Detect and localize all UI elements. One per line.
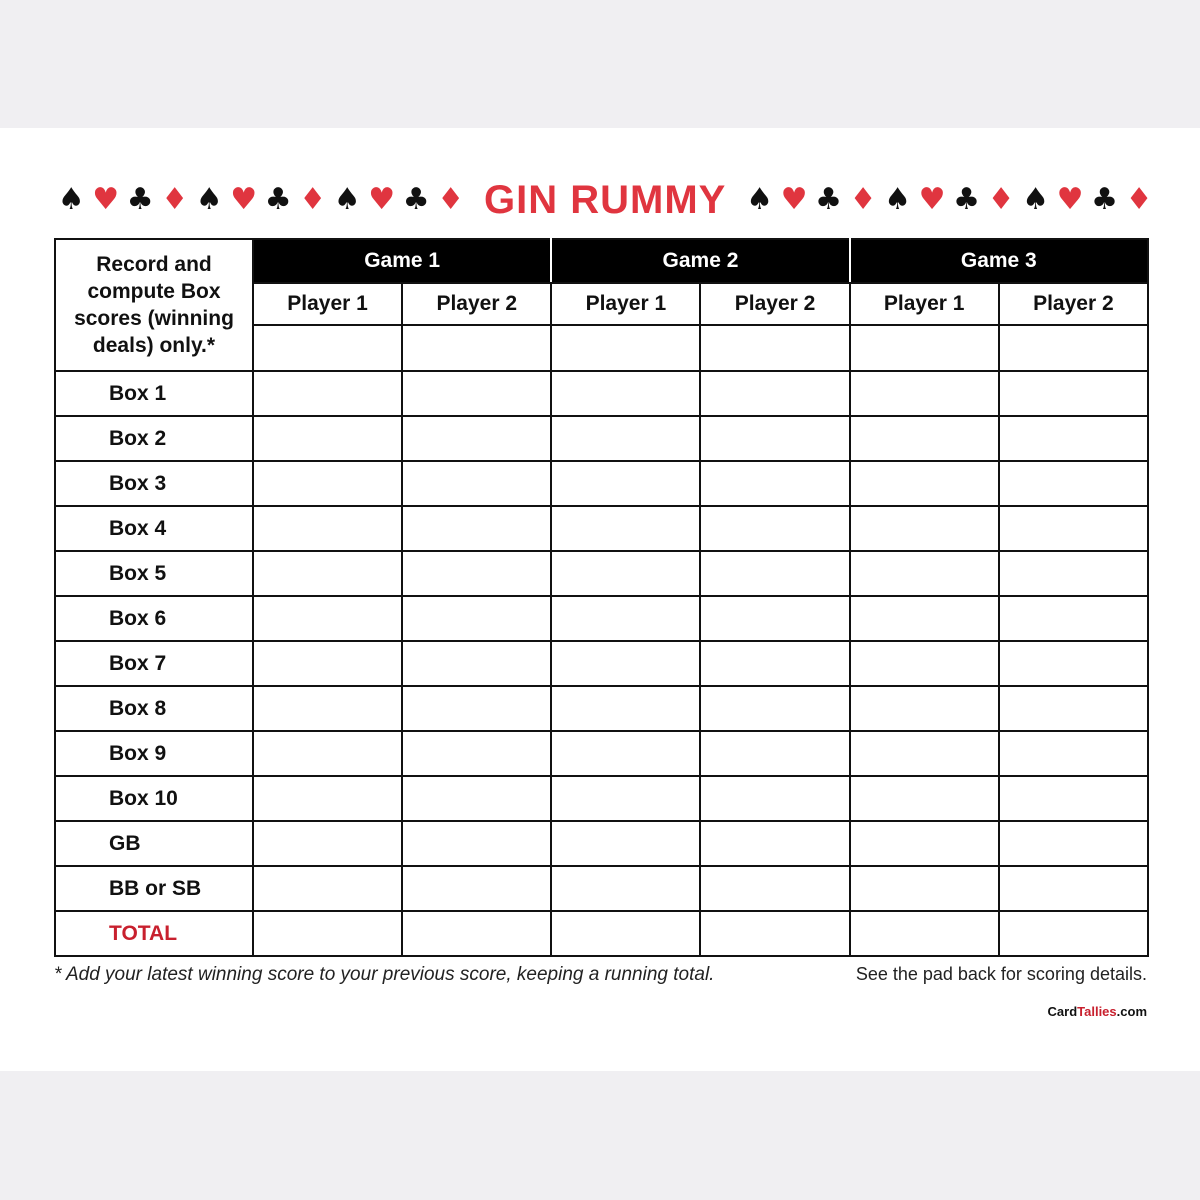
score-cell[interactable] <box>551 731 700 776</box>
diamond-icon: ♦ <box>299 182 327 217</box>
score-cell[interactable] <box>551 371 700 416</box>
brand-part-1: Card <box>1047 1004 1078 1019</box>
row-label: Box 5 <box>55 551 253 596</box>
score-cell[interactable] <box>253 416 402 461</box>
heart-icon: ♥ <box>230 182 258 217</box>
table-row <box>55 686 1148 731</box>
table-row <box>55 461 1148 506</box>
table-row <box>55 866 1148 911</box>
total-row <box>55 911 1148 956</box>
score-cell[interactable] <box>850 641 999 686</box>
score-cell[interactable] <box>700 731 849 776</box>
row-label: Box 10 <box>55 776 253 821</box>
score-cell[interactable] <box>253 641 402 686</box>
score-cell[interactable] <box>999 506 1148 551</box>
score-cell[interactable] <box>700 416 849 461</box>
score-cell[interactable] <box>253 551 402 596</box>
brand-part-2: Tallies <box>1077 1004 1117 1019</box>
score-cell[interactable] <box>999 731 1148 776</box>
score-cell[interactable] <box>850 821 999 866</box>
score-cell[interactable] <box>999 551 1148 596</box>
score-cell[interactable] <box>402 551 551 596</box>
score-cell[interactable] <box>999 416 1148 461</box>
spade-icon: ♠ <box>746 182 774 217</box>
score-cell[interactable] <box>402 506 551 551</box>
score-cell[interactable] <box>253 506 402 551</box>
score-cell[interactable] <box>700 596 849 641</box>
player-header: Player 1 <box>850 283 999 325</box>
diamond-icon: ♦ <box>161 182 189 217</box>
title-row <box>54 177 1153 222</box>
score-cell[interactable] <box>551 551 700 596</box>
heart-icon: ♥ <box>92 182 120 217</box>
suits-right-decoration <box>742 178 1156 222</box>
game-2-header: Game 2 <box>551 239 849 283</box>
score-cell[interactable] <box>253 461 402 506</box>
score-cell[interactable] <box>402 596 551 641</box>
score-cell[interactable] <box>850 866 999 911</box>
score-cell[interactable] <box>700 551 849 596</box>
row-label: BB or SB <box>55 866 253 911</box>
score-cell[interactable] <box>402 641 551 686</box>
player-header: Player 1 <box>253 283 402 325</box>
total-cell[interactable] <box>253 911 402 956</box>
score-cell[interactable] <box>253 776 402 821</box>
club-icon: ♣ <box>815 182 843 217</box>
club-icon: ♣ <box>126 182 154 217</box>
total-cell[interactable] <box>850 911 999 956</box>
club-icon: ♣ <box>402 182 430 217</box>
score-cell[interactable] <box>253 371 402 416</box>
score-cell[interactable] <box>700 776 849 821</box>
score-cell[interactable] <box>850 461 999 506</box>
score-cell[interactable] <box>850 776 999 821</box>
table-row <box>55 416 1148 461</box>
score-cell[interactable] <box>253 731 402 776</box>
diamond-icon: ♦ <box>1125 182 1153 217</box>
row-label: Box 9 <box>55 731 253 776</box>
score-cell[interactable] <box>999 866 1148 911</box>
corner-instructions: Record and compute Box scores (winning deals) only.* <box>55 239 253 371</box>
score-cell[interactable] <box>700 506 849 551</box>
row-label: Box 1 <box>55 371 253 416</box>
score-cell[interactable] <box>850 371 999 416</box>
score-sheet <box>0 128 1200 1071</box>
suits-left-decoration <box>54 178 468 222</box>
score-cell[interactable] <box>999 461 1148 506</box>
score-cell[interactable] <box>850 506 999 551</box>
scoring-note: See the pad back for scoring details. <box>855 964 1147 984</box>
spade-icon: ♠ <box>333 182 361 217</box>
spade-icon: ♠ <box>1022 182 1050 217</box>
page-title: GIN RUMMY <box>484 177 727 222</box>
diamond-icon: ♦ <box>437 182 465 217</box>
score-cell[interactable] <box>850 416 999 461</box>
row-label: Box 7 <box>55 641 253 686</box>
row-label: Box 4 <box>55 506 253 551</box>
score-cell[interactable] <box>551 325 700 371</box>
total-cell[interactable] <box>999 911 1148 956</box>
score-cell[interactable] <box>850 686 999 731</box>
table-row <box>55 596 1148 641</box>
row-label: Box 8 <box>55 686 253 731</box>
score-cell[interactable] <box>700 686 849 731</box>
spade-icon: ♠ <box>195 182 223 217</box>
table-row <box>55 371 1148 416</box>
score-cell[interactable] <box>253 686 402 731</box>
score-cell[interactable] <box>402 371 551 416</box>
score-cell[interactable] <box>850 325 999 371</box>
table-row <box>55 821 1148 866</box>
score-cell[interactable] <box>253 325 402 371</box>
score-cell[interactable] <box>551 686 700 731</box>
score-cell[interactable] <box>999 596 1148 641</box>
club-icon: ♣ <box>953 182 981 217</box>
score-cell[interactable] <box>700 866 849 911</box>
row-label: GB <box>55 821 253 866</box>
diamond-icon: ♦ <box>987 182 1015 217</box>
score-cell[interactable] <box>402 461 551 506</box>
score-cell[interactable] <box>850 551 999 596</box>
score-cell[interactable] <box>402 416 551 461</box>
score-cell[interactable] <box>551 641 700 686</box>
score-cell[interactable] <box>402 821 551 866</box>
score-cell[interactable] <box>999 776 1148 821</box>
score-cell[interactable] <box>700 371 849 416</box>
score-cell[interactable] <box>253 821 402 866</box>
table-row <box>55 776 1148 821</box>
player-header: Player 2 <box>999 283 1148 325</box>
score-cell[interactable] <box>700 325 849 371</box>
score-cell[interactable] <box>999 371 1148 416</box>
game-1-header: Game 1 <box>253 239 551 283</box>
score-cell[interactable] <box>402 866 551 911</box>
score-cell[interactable] <box>999 821 1148 866</box>
player-header: Player 2 <box>700 283 849 325</box>
score-cell[interactable] <box>551 416 700 461</box>
score-cell[interactable] <box>402 731 551 776</box>
row-label: Box 2 <box>55 416 253 461</box>
row-label: Box 6 <box>55 596 253 641</box>
score-cell[interactable] <box>850 731 999 776</box>
row-label: Box 3 <box>55 461 253 506</box>
score-cell[interactable] <box>700 461 849 506</box>
heart-icon: ♥ <box>1056 182 1084 217</box>
score-cell[interactable] <box>999 325 1148 371</box>
table-row <box>55 731 1148 776</box>
score-cell[interactable] <box>402 776 551 821</box>
table-row <box>55 641 1148 686</box>
club-icon: ♣ <box>1091 182 1119 217</box>
footnote: * Add your latest winning score to your previous score, keeping a running total. <box>54 964 715 985</box>
diamond-icon: ♦ <box>849 182 877 217</box>
score-cell[interactable] <box>850 596 999 641</box>
player-header: Player 1 <box>551 283 700 325</box>
score-cell[interactable] <box>700 821 849 866</box>
player-header: Player 2 <box>402 283 551 325</box>
heart-icon: ♥ <box>368 182 396 217</box>
heart-icon: ♥ <box>918 182 946 217</box>
table-row <box>55 551 1148 596</box>
total-cell[interactable] <box>402 911 551 956</box>
score-table <box>54 238 1149 957</box>
table-row <box>55 506 1148 551</box>
brand-logo <box>1048 1004 1147 1019</box>
game-3-header: Game 3 <box>850 239 1148 283</box>
score-cell[interactable] <box>402 686 551 731</box>
score-cell[interactable] <box>700 641 849 686</box>
heart-icon: ♥ <box>780 182 808 217</box>
score-cell[interactable] <box>551 866 700 911</box>
spade-icon: ♠ <box>57 182 85 217</box>
total-label: TOTAL <box>55 911 253 956</box>
total-cell[interactable] <box>700 911 849 956</box>
score-cell[interactable] <box>999 641 1148 686</box>
club-icon: ♣ <box>264 182 292 217</box>
score-cell[interactable] <box>253 866 402 911</box>
score-cell[interactable] <box>551 596 700 641</box>
score-cell[interactable] <box>402 325 551 371</box>
score-cell[interactable] <box>551 461 700 506</box>
brand-part-3: .com <box>1116 1004 1147 1019</box>
spade-icon: ♠ <box>884 182 912 217</box>
total-cell[interactable] <box>551 911 700 956</box>
score-cell[interactable] <box>551 776 700 821</box>
score-cell[interactable] <box>999 686 1148 731</box>
score-cell[interactable] <box>551 821 700 866</box>
score-cell[interactable] <box>253 596 402 641</box>
score-cell[interactable] <box>551 506 700 551</box>
